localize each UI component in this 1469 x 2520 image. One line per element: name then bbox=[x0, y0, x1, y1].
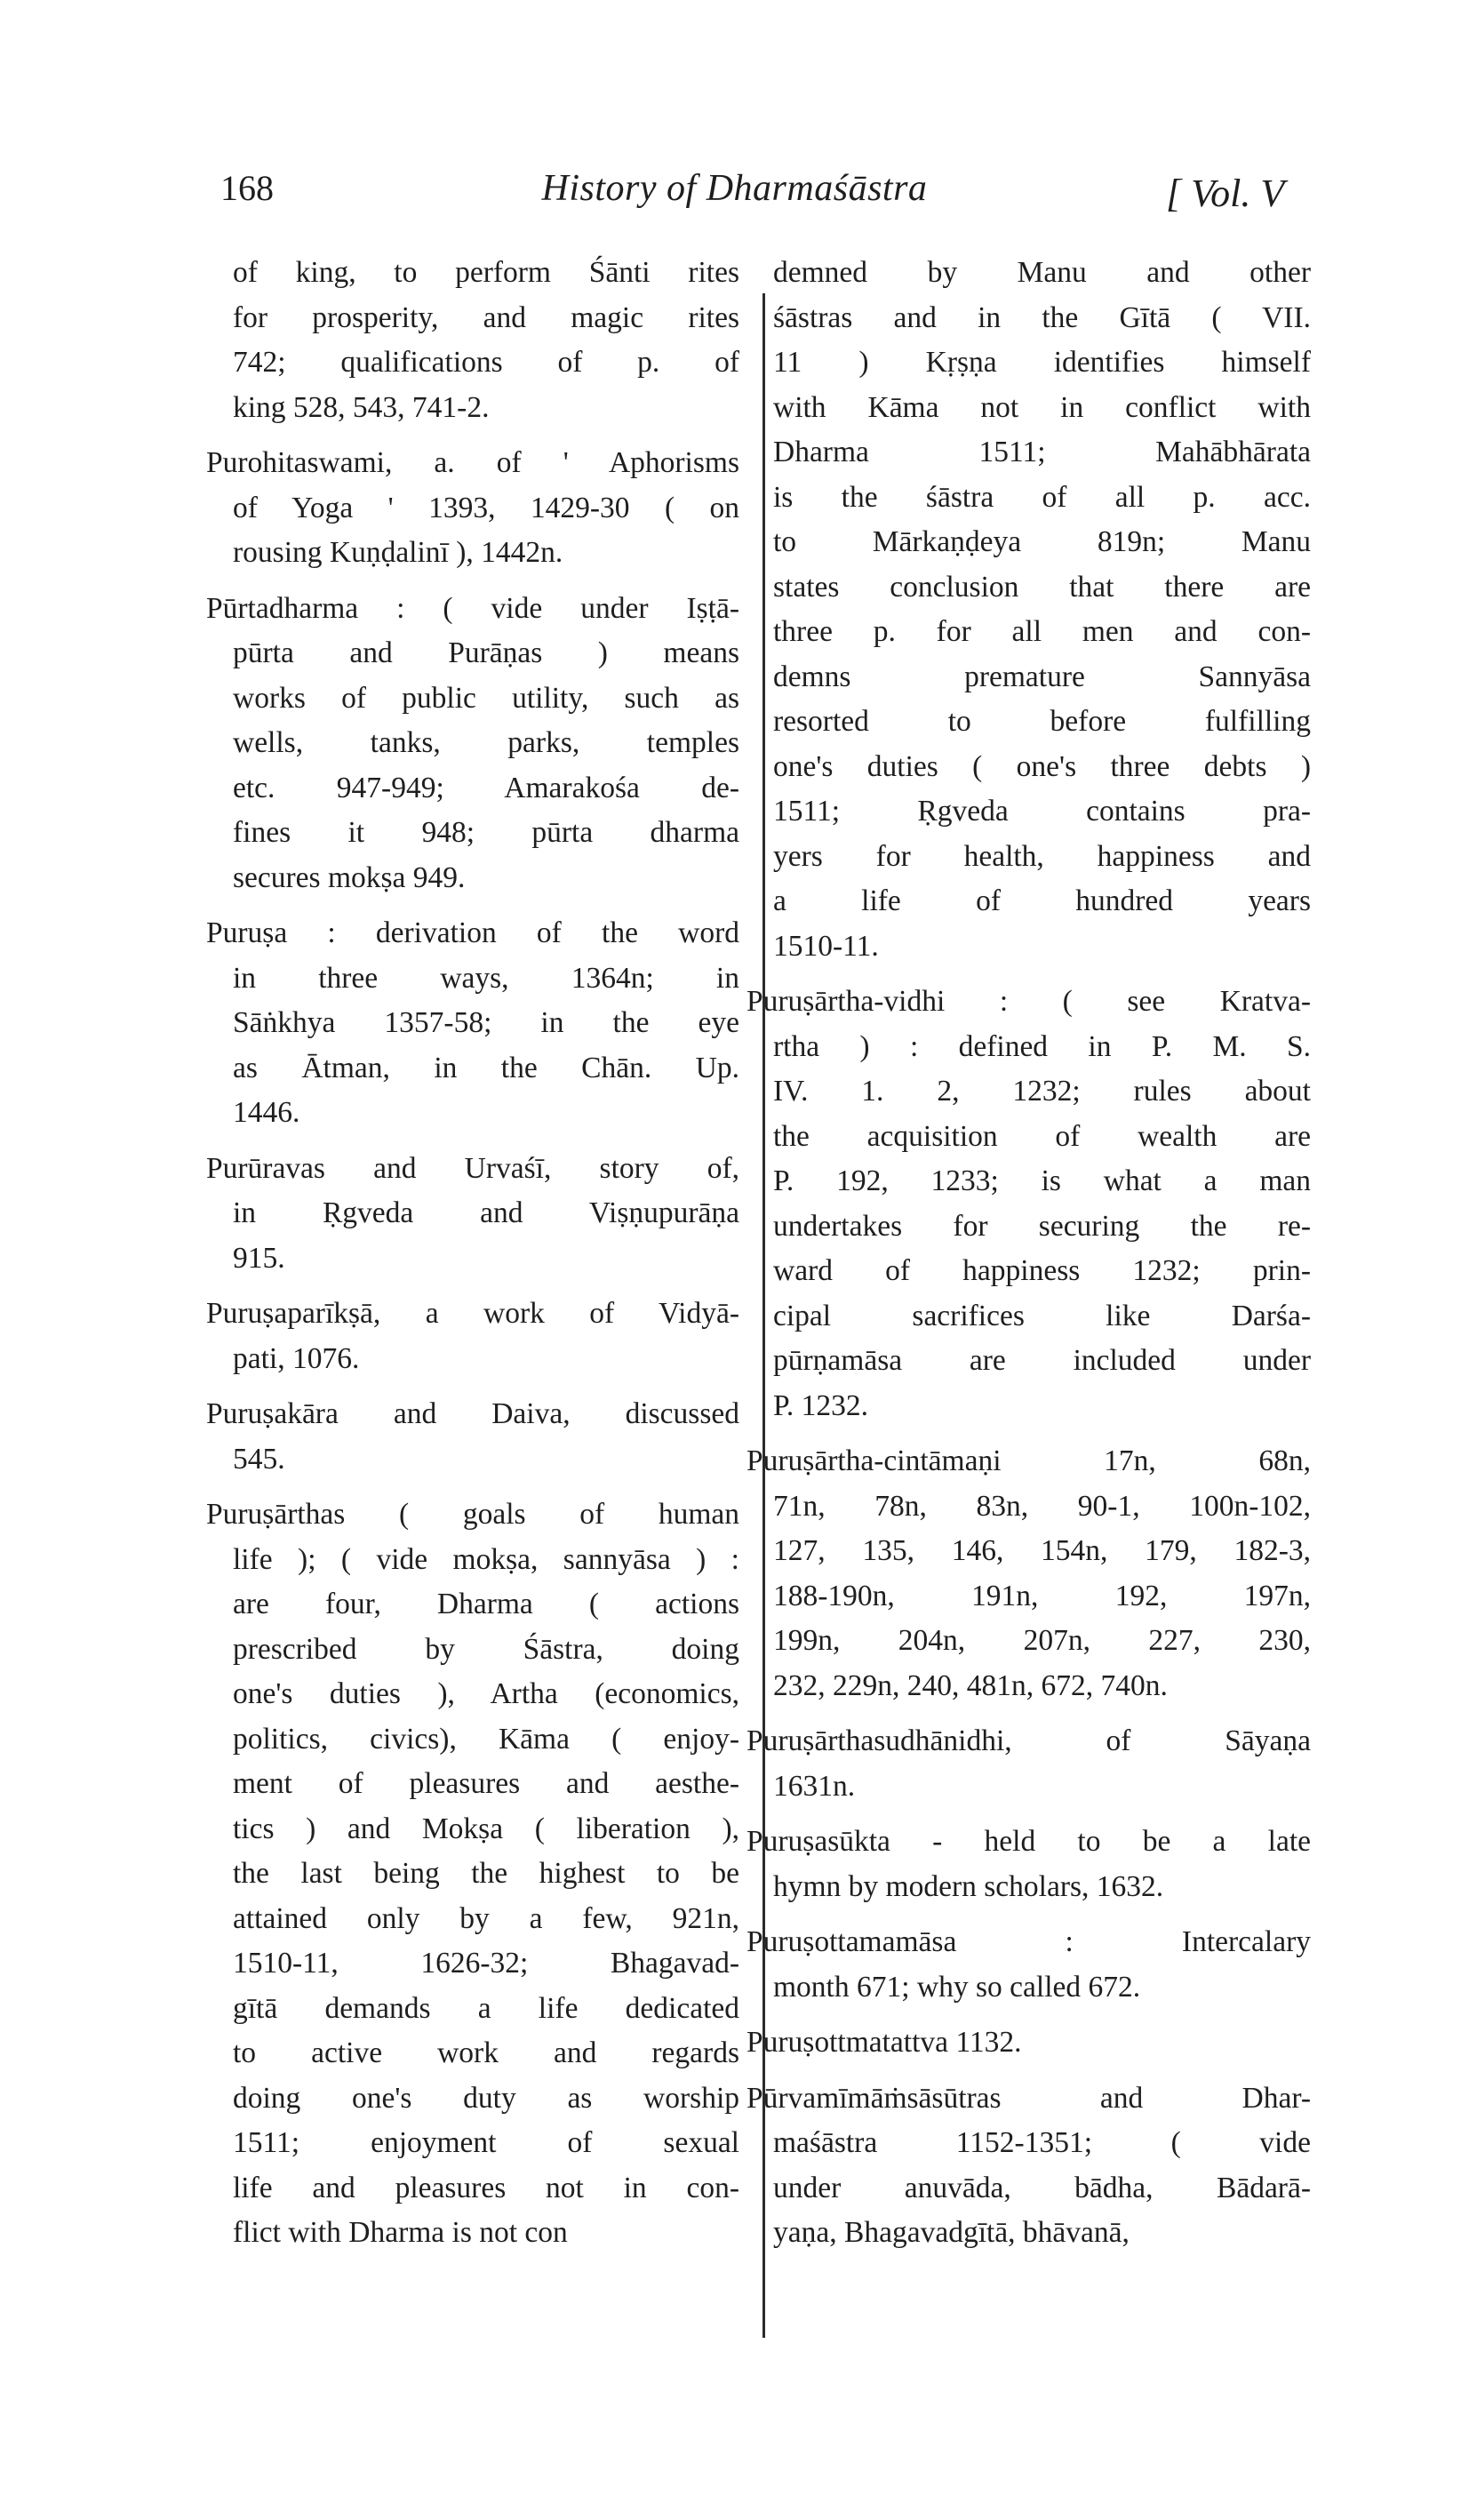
index-line: prescribed by Śāstra, doing bbox=[233, 1632, 739, 1666]
index-line: Pūrtadharma : ( vide under Iṣṭā- bbox=[206, 591, 739, 625]
index-line: gītā demands a life dedicated bbox=[233, 1991, 739, 2025]
volume-label: [ Vol. V bbox=[1166, 172, 1285, 215]
index-line: as Ātman, in the Chān. Up. bbox=[233, 1051, 739, 1084]
index-line: of king, to perform Śānti rites bbox=[233, 256, 739, 289]
index-line: 199n, 204n, 207n, 227, 230, bbox=[773, 1624, 1311, 1657]
index-line: pūrta and Purāṇas ) means bbox=[233, 636, 739, 669]
index-line: Puruṣasūkta - held to be a late bbox=[746, 1825, 1311, 1858]
index-line: Pūrvamīmāṁsāsūtras and Dhar- bbox=[746, 2081, 1311, 2115]
index-line: in three ways, 1364n; in bbox=[233, 961, 739, 995]
index-line: states conclusion that there are bbox=[773, 570, 1311, 604]
index-line: for prosperity, and magic rites bbox=[233, 300, 739, 334]
index-line: the acquisition of wealth are bbox=[773, 1119, 1311, 1153]
index-line: Puruṣottamamāsa : Intercalary bbox=[746, 1925, 1311, 1958]
index-entry bbox=[738, 980, 1311, 1428]
index-line: Puruṣa : derivation of the word bbox=[206, 916, 739, 949]
index-line: 545. bbox=[233, 1442, 285, 1476]
index-line: the last being the highest to be bbox=[233, 1857, 739, 1890]
index-entry bbox=[738, 1719, 1311, 1809]
left-column bbox=[197, 251, 739, 2267]
index-line: Puruṣottmatattva 1132. bbox=[746, 2026, 1022, 2059]
index-line: 11 ) Kṛṣṇa identifies himself bbox=[773, 346, 1311, 379]
index-line: flict with Dharma is not con bbox=[233, 2216, 568, 2249]
index-line: three p. for all men and con- bbox=[773, 615, 1311, 648]
index-line: maśāstra 1152-1351; ( vide bbox=[773, 2126, 1311, 2159]
index-line: pati, 1076. bbox=[233, 1341, 360, 1375]
right-column bbox=[738, 251, 1311, 2267]
index-entry bbox=[197, 587, 739, 901]
index-line: undertakes for securing the re- bbox=[773, 1209, 1311, 1243]
index-line: pūrṇamāsa are included under bbox=[773, 1344, 1311, 1377]
index-line: attained only by a few, 921n, bbox=[233, 1901, 739, 1935]
index-line: king 528, 543, 741-2. bbox=[233, 390, 490, 424]
index-line: to Mārkaṇḍeya 819n; Manu bbox=[773, 525, 1311, 558]
index-entry bbox=[738, 1920, 1311, 2010]
index-entry bbox=[738, 2020, 1311, 2066]
index-line: rtha ) : defined in P. M. S. bbox=[773, 1029, 1311, 1063]
index-line: tics ) and Mokṣa ( liberation ), bbox=[233, 1812, 739, 1845]
index-line: cipal sacrifices like Darśa- bbox=[773, 1299, 1311, 1332]
index-line: demned by Manu and other bbox=[773, 256, 1311, 289]
index-line: 1511; Ṛgveda contains pra- bbox=[773, 795, 1311, 828]
page-number: 168 bbox=[220, 168, 274, 208]
index-line: 742; qualifications of p. of bbox=[233, 346, 739, 379]
index-line: 71n, 78n, 83n, 90-1, 100n-102, bbox=[773, 1489, 1311, 1523]
index-line: Sāṅkhya 1357-58; in the eye bbox=[233, 1006, 739, 1039]
index-line: secures mokṣa 949. bbox=[233, 860, 466, 894]
index-line: Puruṣakāra and Daiva, discussed bbox=[206, 1397, 739, 1430]
index-line: one's duties ), Artha (economics, bbox=[233, 1677, 739, 1710]
index-entry bbox=[197, 1392, 739, 1482]
index-line: Puruṣārthasudhānidhi, of Sāyaṇa bbox=[746, 1724, 1311, 1757]
index-entry bbox=[197, 441, 739, 576]
index-line: 188-190n, 191n, 192, 197n, bbox=[773, 1579, 1311, 1612]
index-line: are four, Dharma ( actions bbox=[233, 1588, 739, 1620]
index-entry bbox=[738, 2076, 1311, 2256]
index-line: fines it 948; pūrta dharma bbox=[233, 816, 739, 849]
index-line: śāstras and in the Gītā ( VII. bbox=[773, 300, 1311, 334]
index-line: P. 1232. bbox=[773, 1388, 869, 1422]
index-line: one's duties ( one's three debts ) bbox=[773, 749, 1311, 783]
index-entry bbox=[197, 911, 739, 1136]
index-line: Puruṣārtha-vidhi : ( see Kratva- bbox=[746, 985, 1311, 1018]
index-line: P. 192, 1233; is what a man bbox=[773, 1164, 1311, 1197]
running-title: History of Dharmaśāstra bbox=[541, 168, 928, 209]
page-header bbox=[0, 167, 1469, 229]
index-line: 127, 135, 146, 154n, 179, 182-3, bbox=[773, 1534, 1311, 1567]
index-line: 1510-11, 1626-32; Bhagavad- bbox=[233, 1947, 739, 1980]
index-line: of Yoga ' 1393, 1429-30 ( on bbox=[233, 491, 739, 524]
index-line: month 671; why so called 672. bbox=[773, 1970, 1141, 2004]
index-line: demns premature Sannyāsa bbox=[773, 660, 1311, 693]
index-line: with Kāma not in conflict with bbox=[773, 390, 1311, 424]
index-line: under anuvāda, bādha, Bādarā- bbox=[773, 2171, 1311, 2204]
index-entry bbox=[197, 1147, 739, 1282]
index-entry-continued bbox=[197, 251, 739, 430]
index-line: Purohitaswami, a. of ' Aphorisms bbox=[206, 446, 739, 479]
index-line: 1510-11. bbox=[773, 929, 879, 963]
index-line: 915. bbox=[233, 1241, 285, 1275]
index-line: IV. 1. 2, 1232; rules about bbox=[773, 1075, 1311, 1108]
index-line: Purūravas and Urvaśī, story of, bbox=[206, 1151, 739, 1185]
index-line: politics, civics), Kāma ( enjoy- bbox=[233, 1722, 739, 1756]
index-entry bbox=[738, 1820, 1311, 1909]
index-line: works of public utility, such as bbox=[233, 681, 739, 715]
index-line: Puruṣaparīkṣā, a work of Vidyā- bbox=[206, 1297, 739, 1330]
index-line: in Ṛgveda and Viṣṇupurāṇa bbox=[233, 1196, 739, 1229]
index-line: life ); ( vide mokṣa, sannyāsa ) : bbox=[233, 1542, 739, 1576]
index-line: doing one's duty as worship bbox=[233, 2081, 739, 2115]
index-line: life and pleasures not in con- bbox=[233, 2171, 739, 2204]
index-line: rousing Kuṇḍalinī ), 1442n. bbox=[233, 536, 563, 569]
index-line: is the śāstra of all p. acc. bbox=[773, 480, 1311, 514]
index-entry bbox=[197, 1492, 739, 2256]
index-line: hymn by modern scholars, 1632. bbox=[773, 1869, 1164, 1903]
index-entry bbox=[738, 1439, 1311, 1708]
index-entry bbox=[197, 1292, 739, 1381]
index-line: a life of hundred years bbox=[773, 884, 1311, 917]
index-line: to active work and regards bbox=[233, 2036, 739, 2069]
index-line: Dharma 1511; Mahābhārata bbox=[773, 436, 1311, 468]
index-line: Puruṣārthas ( goals of human bbox=[206, 1498, 739, 1531]
index-line: wells, tanks, parks, temples bbox=[233, 726, 739, 759]
index-line: etc. 947-949; Amarakośa de- bbox=[233, 771, 739, 804]
index-line: 232, 229n, 240, 481n, 672, 740n. bbox=[773, 1668, 1168, 1702]
index-entry-continued bbox=[738, 251, 1311, 969]
index-line: yers for health, happiness and bbox=[773, 839, 1311, 873]
index-line: ment of pleasures and aesthe- bbox=[233, 1767, 739, 1800]
index-line: yaṇa, Bhagavadgītā, bhāvanā, bbox=[773, 2216, 1130, 2249]
index-line: 1631n. bbox=[773, 1769, 856, 1803]
index-line: Puruṣārtha-cintāmaṇi 17n, 68n, bbox=[746, 1444, 1311, 1477]
index-line: 1511; enjoyment of sexual bbox=[233, 2126, 739, 2159]
index-line: 1446. bbox=[233, 1096, 300, 1129]
index-line: ward of happiness 1232; prin- bbox=[773, 1254, 1311, 1287]
index-line: resorted to before fulfilling bbox=[773, 705, 1311, 738]
